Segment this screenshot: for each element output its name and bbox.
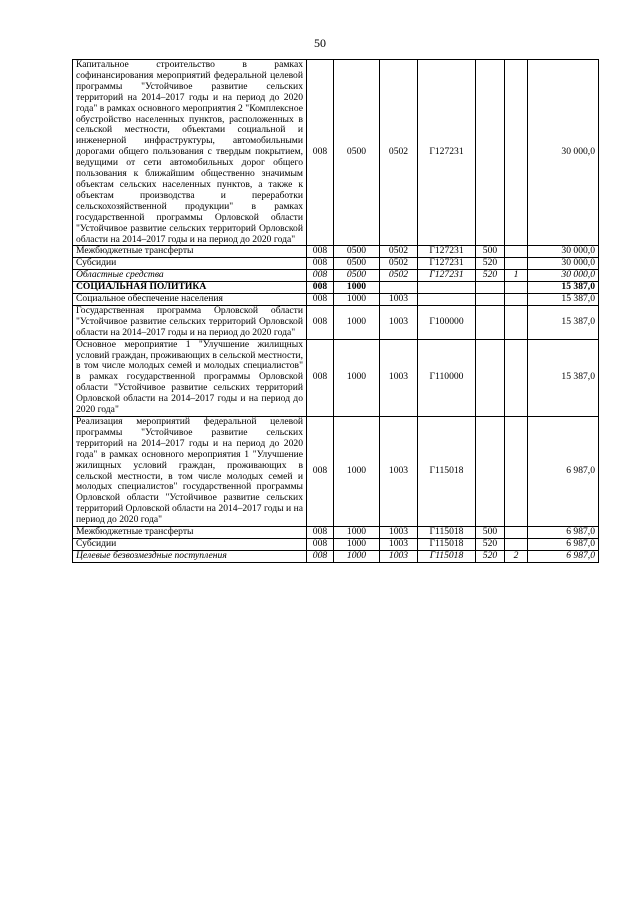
row-grbs-code: 008 bbox=[307, 417, 334, 527]
row-section-code: 1000 bbox=[334, 417, 380, 527]
row-name: Целевые безвозмездные поступления bbox=[73, 550, 307, 562]
row-grbs-code: 008 bbox=[307, 305, 334, 339]
row-section-code: 0500 bbox=[334, 246, 380, 258]
row-target-article-code: Г115018 bbox=[418, 527, 476, 539]
row-section-code: 1000 bbox=[334, 294, 380, 306]
table-row bbox=[73, 270, 599, 282]
row-name: СОЦИАЛЬНАЯ ПОЛИТИКА bbox=[73, 282, 307, 294]
table-row bbox=[73, 417, 599, 527]
row-subsection-code: 1003 bbox=[380, 305, 418, 339]
row-amount: 6 987,0 bbox=[528, 527, 599, 539]
row-target-article-code: Г115018 bbox=[418, 550, 476, 562]
row-amount: 6 987,0 bbox=[528, 417, 599, 527]
row-section-code: 0500 bbox=[334, 60, 380, 246]
row-subsection-code: 0502 bbox=[380, 258, 418, 270]
row-expense-type-code bbox=[476, 417, 505, 527]
row-name: Капитальное строительство в рамках софинансирования мероприятий федеральной целевой программы "Устойчивое развитие сельских территорий на 2014–2017 годы и на период до 2020 года" в рамках основного мероприятия 2 "Комплексное обустройство населенных пунктов, расположенных в сельской местности, объектами социальной и инженерной инфраструктуры, автомобильными дорогами общего пользования с твердым покрытием, ведущими от сети автомобильных дорог общего пользования к ближайшим общественно значимым объектам сельских населенных пунктов, а также к объектам производства и переработки сельскохозяйственной продукции" в рамках государственной программы Орловской области "Устойчивое развитие сельских территорий Орловской области на 2014–2017 годы и на период до 2020 года" bbox=[73, 60, 307, 246]
row-section-code: 0500 bbox=[334, 270, 380, 282]
row-amount: 15 387,0 bbox=[528, 294, 599, 306]
table-row bbox=[73, 339, 599, 416]
row-expense-type-code: 520 bbox=[476, 258, 505, 270]
row-section-code: 0500 bbox=[334, 258, 380, 270]
row-name: Социальное обеспечение населения bbox=[73, 294, 307, 306]
table-row bbox=[73, 282, 599, 294]
row-amount: 6 987,0 bbox=[528, 538, 599, 550]
row-grbs-code: 008 bbox=[307, 339, 334, 416]
row-name: Государственная программа Орловской области "Устойчивое развитие сельских территорий Орловской области на 2014–2017 годы и на период до 2020 года" bbox=[73, 305, 307, 339]
row-amount: 30 000,0 bbox=[528, 258, 599, 270]
row-subsection-code: 0502 bbox=[380, 270, 418, 282]
row-section-code: 1000 bbox=[334, 550, 380, 562]
row-source-code bbox=[505, 417, 528, 527]
row-amount: 6 987,0 bbox=[528, 550, 599, 562]
row-source-code bbox=[505, 305, 528, 339]
table-row bbox=[73, 258, 599, 270]
row-source-code bbox=[505, 339, 528, 416]
row-section-code: 1000 bbox=[334, 282, 380, 294]
row-section-code: 1000 bbox=[334, 538, 380, 550]
row-amount: 15 387,0 bbox=[528, 339, 599, 416]
row-target-article-code: Г127231 bbox=[418, 270, 476, 282]
table-row bbox=[73, 550, 599, 562]
page-number: 50 bbox=[314, 36, 326, 50]
table-row bbox=[73, 538, 599, 550]
row-target-article-code bbox=[418, 282, 476, 294]
row-name: Субсидии bbox=[73, 538, 307, 550]
table-row bbox=[73, 527, 599, 539]
row-amount: 15 387,0 bbox=[528, 305, 599, 339]
row-subsection-code: 1003 bbox=[380, 294, 418, 306]
row-expense-type-code: 500 bbox=[476, 527, 505, 539]
row-target-article-code: Г127231 bbox=[418, 246, 476, 258]
row-expense-type-code: 520 bbox=[476, 550, 505, 562]
row-subsection-code: 0502 bbox=[380, 60, 418, 246]
row-subsection-code: 1003 bbox=[380, 339, 418, 416]
row-target-article-code: Г127231 bbox=[418, 60, 476, 246]
row-expense-type-code bbox=[476, 60, 505, 246]
row-target-article-code: Г115018 bbox=[418, 538, 476, 550]
row-target-article-code: Г115018 bbox=[418, 417, 476, 527]
row-expense-type-code: 500 bbox=[476, 246, 505, 258]
row-name: Основное мероприятие 1 "Улучшение жилищных условий граждан, проживающих в сельской местности, в том числе молодых семей и молодых специалистов" в рамках государственной программы Орловской области "Устойчивое развитие сельских территорий Орловской области на 2014–2017 годы и на период до 2020 года" bbox=[73, 339, 307, 416]
row-expense-type-code bbox=[476, 294, 505, 306]
row-expense-type-code bbox=[476, 282, 505, 294]
row-grbs-code: 008 bbox=[307, 527, 334, 539]
row-amount: 30 000,0 bbox=[528, 60, 599, 246]
row-name: Межбюджетные трансферты bbox=[73, 527, 307, 539]
row-source-code bbox=[505, 60, 528, 246]
row-source-code bbox=[505, 282, 528, 294]
table-row bbox=[73, 60, 599, 246]
row-subsection-code: 1003 bbox=[380, 417, 418, 527]
row-grbs-code: 008 bbox=[307, 282, 334, 294]
budget-table bbox=[72, 59, 599, 563]
row-section-code: 1000 bbox=[334, 305, 380, 339]
row-source-code: 2 bbox=[505, 550, 528, 562]
row-subsection-code: 1003 bbox=[380, 538, 418, 550]
row-amount: 30 000,0 bbox=[528, 270, 599, 282]
row-source-code bbox=[505, 538, 528, 550]
row-name: Областные средства bbox=[73, 270, 307, 282]
row-source-code bbox=[505, 246, 528, 258]
row-name: Субсидии bbox=[73, 258, 307, 270]
row-target-article-code: Г100000 bbox=[418, 305, 476, 339]
row-expense-type-code: 520 bbox=[476, 270, 505, 282]
row-target-article-code: Г110000 bbox=[418, 339, 476, 416]
row-grbs-code: 008 bbox=[307, 538, 334, 550]
budget-rows bbox=[73, 60, 599, 563]
row-subsection-code: 1003 bbox=[380, 550, 418, 562]
row-grbs-code: 008 bbox=[307, 60, 334, 246]
row-expense-type-code bbox=[476, 339, 505, 416]
row-source-code bbox=[505, 527, 528, 539]
row-subsection-code bbox=[380, 282, 418, 294]
row-section-code: 1000 bbox=[334, 339, 380, 416]
row-amount: 15 387,0 bbox=[528, 282, 599, 294]
row-section-code: 1000 bbox=[334, 527, 380, 539]
row-expense-type-code: 520 bbox=[476, 538, 505, 550]
row-subsection-code: 1003 bbox=[380, 527, 418, 539]
row-name: Реализация мероприятий федеральной целевой программы "Устойчивое развитие сельских территорий на 2014–2017 годы и на период до 2020 года" в рамках основного мероприятия 1 "Улучшение жилищных условий граждан, проживающих в сельской местности, в том числе молодых семей и молодых специалистов" государственной программы Орловской области "Устойчивое развитие сельских территорий Орловской области на 2014–2017 годы и на период до 2020 года" bbox=[73, 417, 307, 527]
row-amount: 30 000,0 bbox=[528, 246, 599, 258]
row-target-article-code: Г127231 bbox=[418, 258, 476, 270]
row-grbs-code: 008 bbox=[307, 550, 334, 562]
row-target-article-code bbox=[418, 294, 476, 306]
row-source-code bbox=[505, 294, 528, 306]
row-grbs-code: 008 bbox=[307, 294, 334, 306]
table-row bbox=[73, 294, 599, 306]
row-grbs-code: 008 bbox=[307, 258, 334, 270]
row-source-code: 1 bbox=[505, 270, 528, 282]
row-grbs-code: 008 bbox=[307, 270, 334, 282]
table-row bbox=[73, 246, 599, 258]
row-source-code bbox=[505, 258, 528, 270]
row-expense-type-code bbox=[476, 305, 505, 339]
row-name: Межбюджетные трансферты bbox=[73, 246, 307, 258]
row-grbs-code: 008 bbox=[307, 246, 334, 258]
row-subsection-code: 0502 bbox=[380, 246, 418, 258]
table-row bbox=[73, 305, 599, 339]
